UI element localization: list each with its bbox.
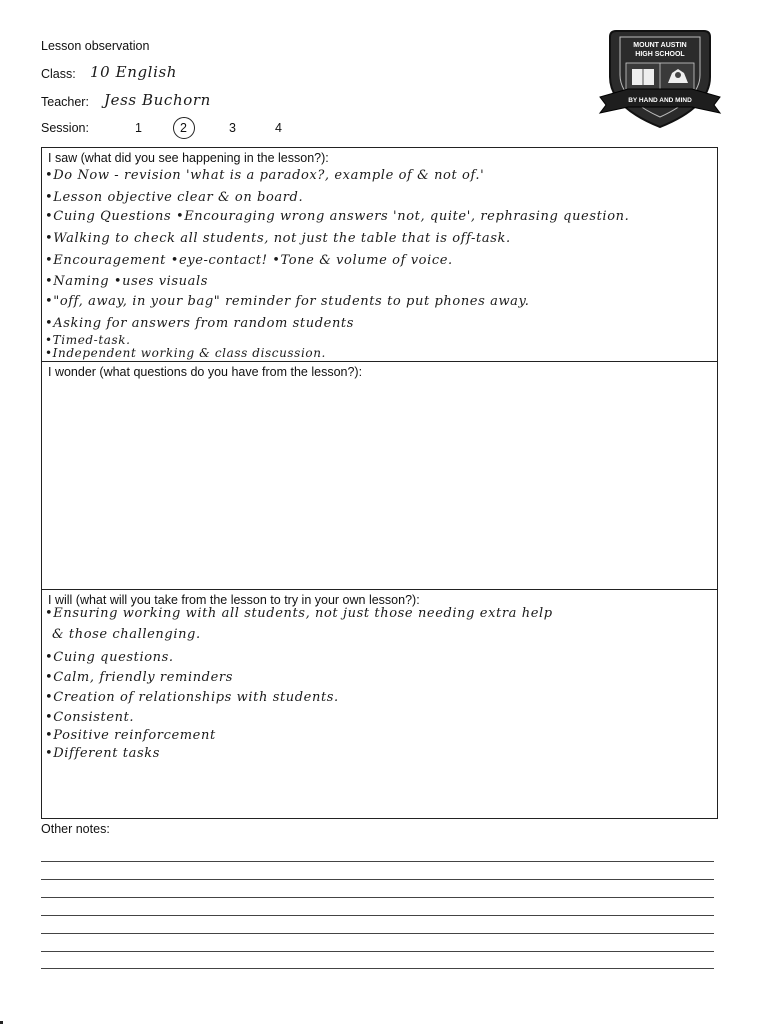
will-line: •Calm, friendly reminders: [45, 670, 233, 685]
session-option-2: 2: [180, 121, 187, 135]
session-option-4: 4: [275, 121, 282, 135]
session-option-3: 3: [229, 121, 236, 135]
session-selected-circle: [173, 117, 195, 139]
i-saw-title: I saw (what did you see happening in the lesson?):: [48, 151, 329, 165]
will-line: •Cuing questions.: [45, 650, 174, 665]
notes-rule: [41, 951, 714, 952]
will-line: •Creation of relationships with students.: [45, 690, 339, 705]
svg-text:BY HAND AND MIND: BY HAND AND MIND: [628, 97, 692, 104]
saw-line: •Asking for answers from random students: [45, 316, 355, 331]
school-crest-logo: [598, 27, 722, 133]
will-line: •Ensuring working with all students, not just those needing extra help: [45, 606, 553, 621]
notes-rule: [41, 968, 714, 969]
saw-line: •Timed-task.: [45, 333, 131, 347]
saw-line: •Do Now - revision 'what is a paradox?, example of & not of.': [45, 168, 485, 183]
other-notes-title: Other notes:: [41, 822, 110, 836]
notes-rule: [41, 861, 714, 862]
saw-line: •"off, away, in your bag" reminder for students to put phones away.: [45, 294, 530, 309]
class-value: 10 English: [90, 63, 178, 81]
notes-rule: [41, 915, 714, 916]
svg-text:MOUNT AUSTIN: MOUNT AUSTIN: [633, 42, 687, 49]
saw-line: •Lesson objective clear & on board.: [45, 190, 304, 205]
svg-text:HIGH SCHOOL: HIGH SCHOOL: [635, 51, 685, 58]
will-line: •Positive reinforcement: [45, 728, 216, 743]
i-will-title: I will (what will you take from the lesson to try in your own lesson?):: [48, 593, 420, 607]
saw-line: •Naming •uses visuals: [45, 274, 209, 289]
session-option-1: 1: [135, 121, 142, 135]
notes-rule: [41, 933, 714, 934]
i-wonder-title: I wonder (what questions do you have from the lesson?):: [48, 365, 363, 379]
i-wonder-section: [41, 361, 718, 590]
notes-rule: [41, 879, 714, 880]
class-label: Class:: [41, 67, 76, 81]
saw-line: •Independent working & class discussion.: [45, 346, 326, 360]
saw-line: •Encouragement •eye-contact! •Tone & volume of voice.: [45, 253, 453, 268]
will-line: & those challenging.: [52, 627, 201, 642]
teacher-label: Teacher:: [41, 95, 89, 109]
saw-line: •Cuing Questions •Encouraging wrong answers 'not, quite', rephrasing question.: [45, 209, 630, 224]
notes-rule: [41, 897, 714, 898]
teacher-value: Jess Buchorn: [104, 91, 211, 109]
saw-line: •Walking to check all students, not just the table that is off-task.: [45, 231, 511, 246]
form-title: Lesson observation: [41, 39, 150, 53]
will-line: •Consistent.: [45, 710, 135, 725]
will-line: •Different tasks: [45, 746, 160, 761]
session-label: Session:: [41, 121, 89, 135]
